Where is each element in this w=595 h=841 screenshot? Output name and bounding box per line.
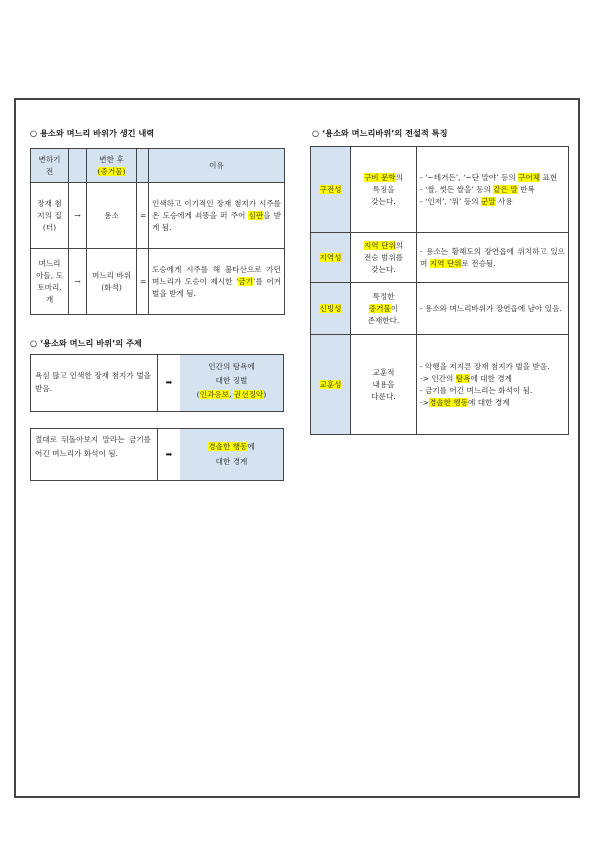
- row2-equals: =: [137, 249, 149, 315]
- row2-after: 며느리 바위 (화석): [87, 249, 137, 315]
- feature-label-credibility: 신빙성: [311, 283, 351, 335]
- origin-table: [30, 148, 285, 315]
- section-title-theme: ○ ‘용소와 며느리 바위’의 주제: [30, 338, 142, 348]
- header-reason: 이유: [149, 149, 285, 183]
- theme1-left-text: 욕심 많고 인색한 장재 첨지가 벌을 받음.: [35, 371, 151, 393]
- feature-mid-oral: 구비 문학의 특징을 갖는다.: [351, 147, 417, 233]
- row1-reason: 인색하고 이기적인 장재 첨지가 시주를 온 도승에게 쇠똥을 퍼 주어 심판을 받게 됨.: [149, 183, 285, 249]
- theme2-right: 경솔한 행동에 대한 경계: [180, 429, 283, 480]
- feature-label-regional: 지역성: [311, 233, 351, 283]
- feature-mid-credibility: 특정한 증거물이 존재한다.: [351, 283, 417, 335]
- row2-before: 며느리 아들, 도토마리, 개: [31, 249, 69, 315]
- section-title-features: ○ ‘용소와 며느리바위’의 전설적 특징: [312, 128, 448, 138]
- row1-before: 장재 첨지의 집(터): [31, 183, 69, 249]
- feature-label-lesson: 교훈성: [311, 335, 351, 435]
- row1-equals: =: [137, 183, 149, 249]
- theme2-arrow-icon: ➡: [157, 429, 181, 480]
- theme1-right: 인간의 탐욕에 대한 징벌 (인과응보, 권선징악): [180, 355, 283, 411]
- feature-desc-lesson: - 악행을 저지른 장재 첨지가 벌을 받음. -> 인간의 탐욕에 대한 경계 - 금기를 어긴 며느리는 화석이 됨. ->경솔한 행동에 대한 경계: [417, 335, 569, 435]
- header-before: 변하기 전: [31, 149, 69, 183]
- feature-desc-credibility: - 용소와 며느리바위가 장연읍에 남아 있음.: [417, 283, 569, 335]
- feature-mid-lesson: 교훈적 내용을 다룬다.: [351, 335, 417, 435]
- theme2-left-text: 절대로 뒤돌아보지 말라는 금기를 어긴 며느리가 화석이 됨.: [35, 435, 151, 458]
- row2-reason: 도승에게 시주를 해 불타산으로 가던 며느리가 도승이 제시한 ‘금기’를 어겨 벌을 받게 됨.: [149, 249, 285, 315]
- row1-after: 용소: [87, 183, 137, 249]
- feature-mid-regional: 지역 단위의 전승 범위를 갖는다.: [351, 233, 417, 283]
- theme1-arrow-icon: ➡: [157, 355, 181, 411]
- feature-desc-oral: - ‘~테거든’, ‘~단 말야’ 등의 구어체 표현 - ‘쌀, 썻든 쌀을’ 등의 같은 말 반복 - ‘인저’, ‘뭐’ 등의 군말 사용: [417, 147, 569, 233]
- feature-label-oral: 구전성: [311, 147, 351, 233]
- feature-desc-regional: - 용소는 황해도의 장연읍에 위치하고 있으며 지역 단위로 전승됨.: [417, 233, 569, 283]
- row2-arrow: →: [69, 249, 87, 315]
- features-table: [310, 146, 569, 435]
- header-after: 변한 후 (증거물): [87, 149, 137, 183]
- row1-arrow: →: [69, 183, 87, 249]
- section-title-origin: ○ 용소와 며느리 바위가 생긴 내력: [30, 128, 155, 138]
- theme-box-1: [30, 354, 284, 412]
- theme-box-2: [30, 428, 284, 481]
